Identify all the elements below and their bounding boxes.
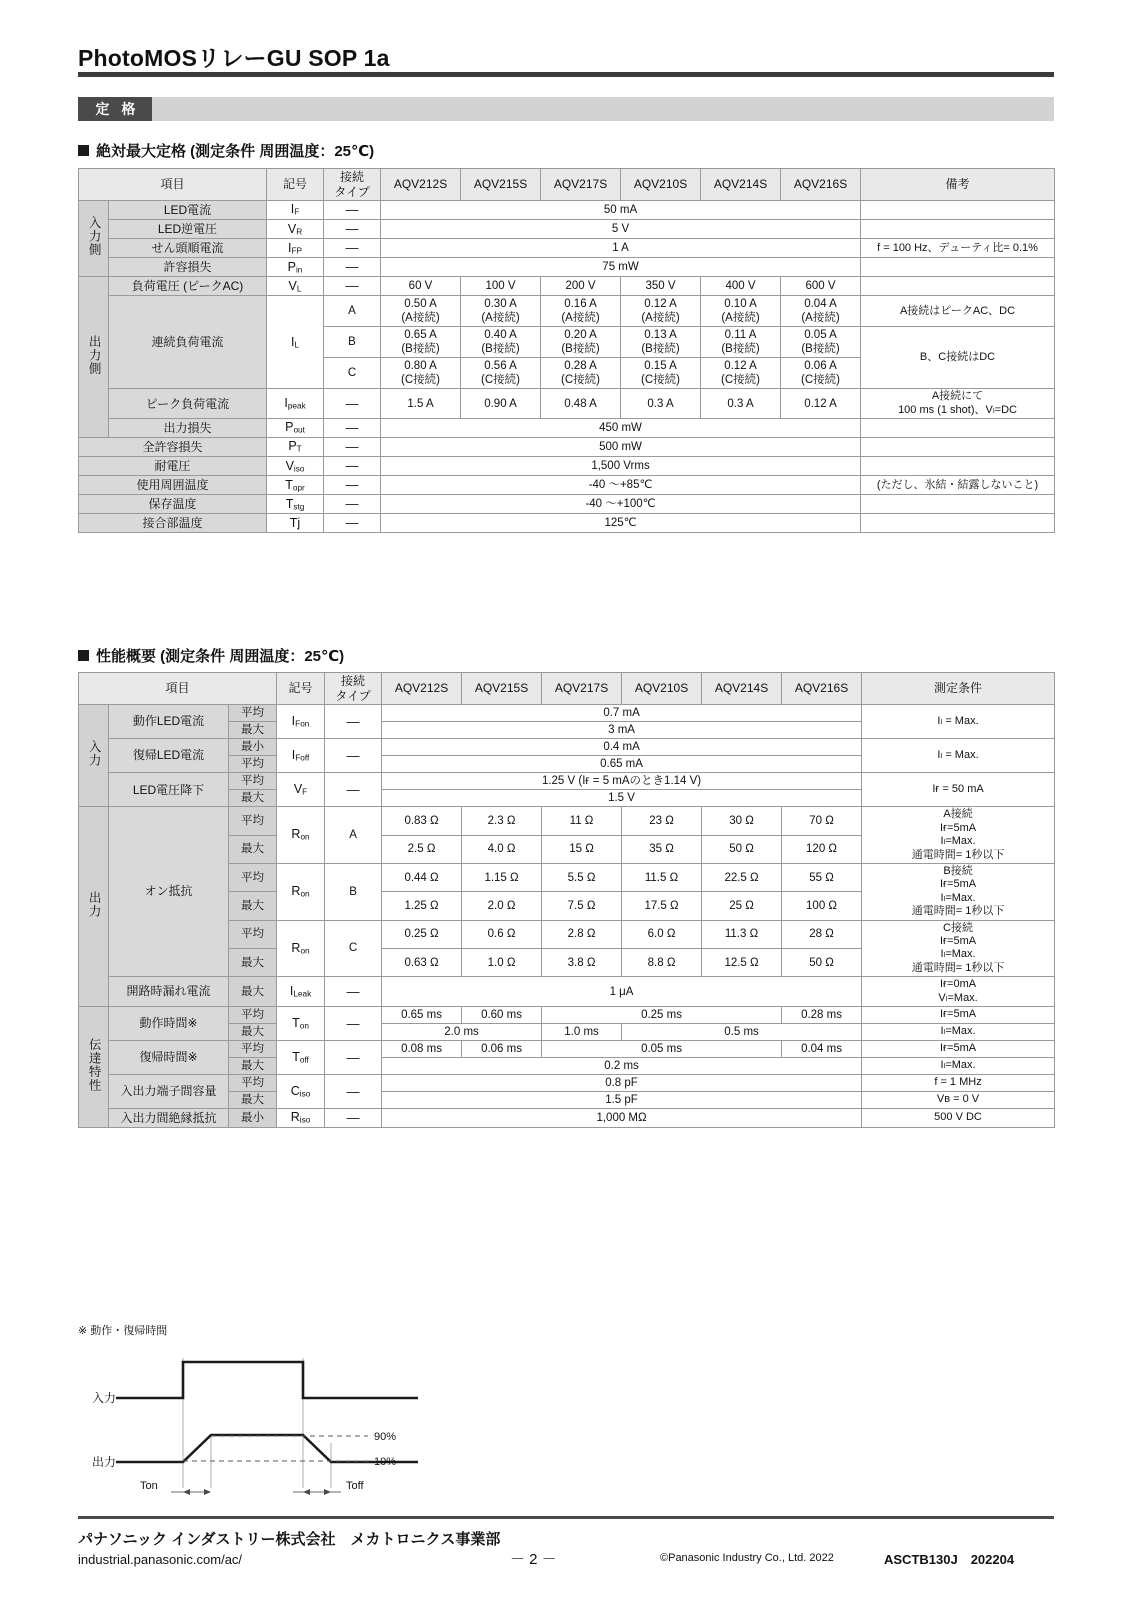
row-value: 15 Ω bbox=[542, 835, 622, 863]
row-item-label: 負荷電圧 (ピークAC) bbox=[109, 277, 267, 296]
row-symbol: $V_L$ bbox=[267, 277, 324, 296]
page-title: PhotoMOSリレーGU SOP 1a bbox=[78, 45, 390, 71]
table2-heading-text: 性能概要 (測定条件 周囲温度：25℃) bbox=[96, 648, 345, 665]
figure-toff-label: Toff bbox=[346, 1480, 364, 1492]
row-condition: Iғ=0mA Vₗ=Max. bbox=[862, 977, 1055, 1007]
row-connection-type: B bbox=[324, 327, 381, 358]
col-conditions: 測定条件 bbox=[862, 673, 1055, 705]
row-symbol: $T_{stg}$ bbox=[267, 495, 324, 514]
group-label-text: 入力側 bbox=[87, 216, 102, 257]
row-value: 120 Ω bbox=[782, 835, 862, 863]
row-item-label: オン抵抗 bbox=[109, 807, 229, 977]
row-remark bbox=[861, 419, 1055, 438]
row-item-label: 動作時間※ bbox=[109, 1007, 229, 1041]
row-stat-label: 最大 bbox=[229, 892, 277, 920]
row-value: 22.5 Ω bbox=[702, 863, 782, 891]
row-value-span: 1,500 Vrms bbox=[381, 457, 861, 476]
row-symbol: $I_{Fon}$ bbox=[277, 705, 325, 739]
row-connection: — bbox=[324, 258, 381, 277]
row-value: 1.5 A bbox=[381, 389, 461, 419]
row-value: 0.13 A (B接続) bbox=[621, 327, 701, 358]
col-connection-type: 接続 タイプ bbox=[324, 169, 381, 201]
row-connection: — bbox=[324, 457, 381, 476]
row-remark bbox=[861, 258, 1055, 277]
figure-note: ※ 動作・復帰時間 bbox=[78, 1325, 168, 1337]
row-value-span: 3 mA bbox=[382, 722, 862, 739]
table-row bbox=[79, 438, 1055, 457]
row-value: 11.3 Ω bbox=[702, 920, 782, 948]
row-connection: — bbox=[324, 239, 381, 258]
table-row bbox=[79, 476, 1055, 495]
row-item-label: 復帰LED電流 bbox=[109, 739, 229, 773]
table-row bbox=[79, 1041, 1055, 1058]
row-value: 2.0 ms bbox=[382, 1024, 542, 1041]
row-value: 0.65 ms bbox=[382, 1007, 462, 1024]
table-row bbox=[79, 514, 1055, 533]
table-row bbox=[79, 457, 1055, 476]
row-value: 5.5 Ω bbox=[542, 863, 622, 891]
row-value-span: -40 ～+100℃ bbox=[381, 495, 861, 514]
table-row bbox=[79, 1075, 1055, 1092]
row-stat-label: 平均 bbox=[229, 863, 277, 891]
table-row bbox=[79, 419, 1055, 438]
table-row bbox=[79, 807, 1055, 835]
row-symbol: $P_{out}$ bbox=[267, 419, 324, 438]
row-value: 0.15 A (C接続) bbox=[621, 358, 701, 389]
row-item-label: 出力損失 bbox=[109, 419, 267, 438]
row-value: 3.8 Ω bbox=[542, 948, 622, 976]
col-item: 項目 bbox=[79, 169, 267, 201]
row-value: 0.30 A (A接続) bbox=[461, 296, 541, 327]
row-value: 0.48 A bbox=[541, 389, 621, 419]
absolute-maximum-ratings-table bbox=[78, 168, 1055, 533]
row-connection: — bbox=[325, 1109, 382, 1128]
row-symbol: $R_{iso}$ bbox=[277, 1109, 325, 1128]
row-value: 23 Ω bbox=[622, 807, 702, 835]
footer-divider bbox=[78, 1516, 1054, 1519]
row-value-span: 1,000 MΩ bbox=[382, 1109, 862, 1128]
row-symbol: Tj bbox=[267, 514, 324, 533]
row-connection: — bbox=[324, 220, 381, 239]
row-item-label: 開路時漏れ電流 bbox=[109, 977, 229, 1007]
row-connection-type: B bbox=[325, 863, 382, 920]
row-stat-label: 最大 bbox=[229, 948, 277, 976]
row-value: 0.3 A bbox=[701, 389, 781, 419]
table-row bbox=[79, 705, 1055, 722]
row-remark: A接続にて 100 ms (1 shot)、Vₗ=DC bbox=[861, 389, 1055, 419]
row-value: 28 Ω bbox=[782, 920, 862, 948]
table1-heading-text: 絶対最大定格 (測定条件 周囲温度：25℃) bbox=[96, 143, 375, 160]
col-part-AQV216S: AQV216S bbox=[782, 673, 862, 705]
row-connection: — bbox=[325, 739, 382, 773]
row-item-label: LED電圧降下 bbox=[109, 773, 229, 807]
row-remark bbox=[861, 438, 1055, 457]
row-value-span: 1.5 pF bbox=[382, 1092, 862, 1109]
row-symbol: $T_{on}$ bbox=[277, 1007, 325, 1041]
row-value: 60 V bbox=[381, 277, 461, 296]
row-value: 25 Ω bbox=[702, 892, 782, 920]
row-value-span: 0.4 mA bbox=[382, 739, 862, 756]
row-symbol: $V_F$ bbox=[277, 773, 325, 807]
row-stat-label: 最大 bbox=[229, 1024, 277, 1041]
row-connection: — bbox=[325, 1041, 382, 1075]
row-value-span: 1 μA bbox=[382, 977, 862, 1007]
row-value-span: 500 mW bbox=[381, 438, 861, 457]
row-value: 2.5 Ω bbox=[382, 835, 462, 863]
row-connection-type: C bbox=[324, 358, 381, 389]
row-item-label: 使用周囲温度 bbox=[79, 476, 267, 495]
figure-output-label: 出力 bbox=[92, 1455, 117, 1469]
row-remark bbox=[861, 201, 1055, 220]
table-row bbox=[79, 258, 1055, 277]
row-stat-label: 平均 bbox=[229, 807, 277, 835]
row-item-label: 耐電圧 bbox=[79, 457, 267, 476]
title-divider bbox=[78, 72, 1054, 77]
footer-company: パナソニック インダストリー株式会社 メカトロニクス事業部 bbox=[78, 1531, 501, 1548]
group-label-output bbox=[79, 807, 109, 1007]
row-value: 7.5 Ω bbox=[542, 892, 622, 920]
row-value: 70 Ω bbox=[782, 807, 862, 835]
group-label-output bbox=[79, 277, 109, 438]
row-stat-label: 最大 bbox=[229, 977, 277, 1007]
col-part-AQV210S: AQV210S bbox=[621, 169, 701, 201]
table-header-row bbox=[79, 169, 1055, 201]
group-label-text: 入力 bbox=[87, 740, 102, 768]
row-value: 17.5 Ω bbox=[622, 892, 702, 920]
row-remark bbox=[861, 514, 1055, 533]
table-row bbox=[79, 389, 1055, 419]
row-stat-label: 最大 bbox=[229, 790, 277, 807]
row-value: 0.08 ms bbox=[382, 1041, 462, 1058]
row-stat-label: 平均 bbox=[229, 1075, 277, 1092]
row-value: 0.50 A (A接続) bbox=[381, 296, 461, 327]
col-part-AQV215S: AQV215S bbox=[462, 673, 542, 705]
row-value-span: 5 V bbox=[381, 220, 861, 239]
row-value-span: 0.7 mA bbox=[382, 705, 862, 722]
row-value: 11.5 Ω bbox=[622, 863, 702, 891]
figure-input-label: 入力 bbox=[92, 1391, 117, 1405]
row-value: 0.04 A (A接続) bbox=[781, 296, 861, 327]
row-value: 0.12 A bbox=[781, 389, 861, 419]
row-condition: Iғ = 50 mA bbox=[862, 773, 1055, 807]
row-value: 0.80 A (C接続) bbox=[381, 358, 461, 389]
row-value: 0.40 A (B接続) bbox=[461, 327, 541, 358]
table-header-row bbox=[79, 673, 1055, 705]
row-remark: f = 100 Hz、デューティ比= 0.1% bbox=[861, 239, 1055, 258]
row-value: 55 Ω bbox=[782, 863, 862, 891]
row-value: 0.44 Ω bbox=[382, 863, 462, 891]
col-symbol: 記号 bbox=[277, 673, 325, 705]
row-symbol: $P_{in}$ bbox=[267, 258, 324, 277]
row-value: 0.20 A (B接続) bbox=[541, 327, 621, 358]
row-symbol: $I_{Leak}$ bbox=[277, 977, 325, 1007]
row-value: 0.60 ms bbox=[462, 1007, 542, 1024]
row-value-span: 1 A bbox=[381, 239, 861, 258]
row-connection: — bbox=[324, 438, 381, 457]
row-symbol: $R_{on}$ bbox=[277, 807, 325, 864]
col-part-AQV212S: AQV212S bbox=[381, 169, 461, 201]
row-value: 2.8 Ω bbox=[542, 920, 622, 948]
row-stat-label: 平均 bbox=[229, 756, 277, 773]
row-stat-label: 最大 bbox=[229, 1058, 277, 1075]
row-value: 1.25 Ω bbox=[382, 892, 462, 920]
row-item-label: 復帰時間※ bbox=[109, 1041, 229, 1075]
group-label-text: 出力 bbox=[87, 891, 102, 919]
col-part-AQV214S: AQV214S bbox=[701, 169, 781, 201]
row-remark bbox=[861, 277, 1055, 296]
row-value: 0.12 A (A接続) bbox=[621, 296, 701, 327]
row-value-span: -40 ～+85℃ bbox=[381, 476, 861, 495]
row-value: 12.5 Ω bbox=[702, 948, 782, 976]
row-value: 1.0 Ω bbox=[462, 948, 542, 976]
col-part-AQV217S: AQV217S bbox=[542, 673, 622, 705]
row-value: 30 Ω bbox=[702, 807, 782, 835]
row-connection: — bbox=[324, 495, 381, 514]
row-item-label: 接合部温度 bbox=[79, 514, 267, 533]
row-item-label: 許容損失 bbox=[109, 258, 267, 277]
section-band-label: 定 格 bbox=[78, 97, 152, 121]
row-value-span: 0.8 pF bbox=[382, 1075, 862, 1092]
row-stat-label: 最大 bbox=[229, 1092, 277, 1109]
row-symbol: $I_F$ bbox=[267, 201, 324, 220]
row-remark: B、C接続はDC bbox=[861, 327, 1055, 389]
footer-copyright: ©Panasonic Industry Co., Ltd. 2022 bbox=[660, 1552, 834, 1564]
row-remark: A接続はピークAC、DC bbox=[861, 296, 1055, 327]
row-value: 0.56 A (C接続) bbox=[461, 358, 541, 389]
row-value: 0.25 Ω bbox=[382, 920, 462, 948]
row-value: 0.63 Ω bbox=[382, 948, 462, 976]
col-part-AQV217S: AQV217S bbox=[541, 169, 621, 201]
row-value: 0.28 ms bbox=[782, 1007, 862, 1024]
row-value: 200 V bbox=[541, 277, 621, 296]
row-value: 0.90 A bbox=[461, 389, 541, 419]
table-row bbox=[79, 201, 1055, 220]
row-item-label: せん頭順電流 bbox=[109, 239, 267, 258]
row-condition: Iₗ=Max. bbox=[862, 1024, 1055, 1041]
row-stat-label: 平均 bbox=[229, 773, 277, 790]
row-value: 11 Ω bbox=[542, 807, 622, 835]
row-condition: Vв = 0 V bbox=[862, 1092, 1055, 1109]
table-row bbox=[79, 296, 1055, 327]
row-symbol: $I_{peak}$ bbox=[267, 389, 324, 419]
row-symbol: $V_R$ bbox=[267, 220, 324, 239]
row-value: 0.12 A (C接続) bbox=[701, 358, 781, 389]
bullet-square-icon bbox=[78, 145, 89, 156]
col-item: 項目 bbox=[79, 673, 277, 705]
row-connection-type: A bbox=[325, 807, 382, 864]
table-row bbox=[79, 1007, 1055, 1024]
table-row bbox=[79, 1109, 1055, 1128]
row-item-label: LED電流 bbox=[109, 201, 267, 220]
row-connection: — bbox=[324, 389, 381, 419]
row-symbol: $P_T$ bbox=[267, 438, 324, 457]
figure-90-label: 90% bbox=[374, 1431, 397, 1443]
table1-heading bbox=[78, 140, 374, 161]
row-connection: — bbox=[325, 705, 382, 739]
row-item-label: LED逆電圧 bbox=[109, 220, 267, 239]
col-connection-type: 接続 タイプ bbox=[325, 673, 382, 705]
group-label-text: 出力側 bbox=[87, 334, 102, 376]
row-symbol: $T_{off}$ bbox=[277, 1041, 325, 1075]
row-connection: — bbox=[324, 514, 381, 533]
row-stat-label: 最小 bbox=[229, 739, 277, 756]
row-remark bbox=[861, 457, 1055, 476]
row-value: 35 Ω bbox=[622, 835, 702, 863]
row-condition: Iₗ=Max. bbox=[862, 1058, 1055, 1075]
row-value: 50 Ω bbox=[782, 948, 862, 976]
row-stat-label: 最大 bbox=[229, 835, 277, 863]
row-connection: — bbox=[325, 977, 382, 1007]
row-value: 100 Ω bbox=[782, 892, 862, 920]
row-value: 0.16 A (A接続) bbox=[541, 296, 621, 327]
row-connection: — bbox=[325, 773, 382, 807]
row-symbol: $I_{Foff}$ bbox=[277, 739, 325, 773]
footer-doc-code: ASCTB130J 202204 bbox=[884, 1552, 1015, 1567]
row-item-label: 連続負荷電流 bbox=[109, 296, 267, 389]
row-value: 1.15 Ω bbox=[462, 863, 542, 891]
row-stat-label: 平均 bbox=[229, 1041, 277, 1058]
group-label-transfer bbox=[79, 1007, 109, 1128]
row-symbol: $T_{opr}$ bbox=[267, 476, 324, 495]
figure-10-label: 10% bbox=[374, 1456, 397, 1468]
row-item-label: 全許容損失 bbox=[79, 438, 267, 457]
row-value: 0.10 A (A接続) bbox=[701, 296, 781, 327]
row-value: 0.06 A (C接続) bbox=[781, 358, 861, 389]
row-value: 6.0 Ω bbox=[622, 920, 702, 948]
col-part-AQV216S: AQV216S bbox=[781, 169, 861, 201]
row-value: 8.8 Ω bbox=[622, 948, 702, 976]
row-connection: — bbox=[325, 1007, 382, 1041]
row-value: 0.25 ms bbox=[542, 1007, 782, 1024]
row-symbol: $I_{FP}$ bbox=[267, 239, 324, 258]
timing-diagram-svg bbox=[78, 1340, 498, 1500]
row-remark bbox=[861, 495, 1055, 514]
row-value-span: 1.25 V (Iғ = 5 mAのとき1.14 V) bbox=[382, 773, 862, 790]
row-symbol: $R_{on}$ bbox=[277, 920, 325, 977]
col-part-AQV214S: AQV214S bbox=[702, 673, 782, 705]
row-value: 0.65 A (B接続) bbox=[381, 327, 461, 358]
row-connection: — bbox=[324, 277, 381, 296]
row-value-span: 0.65 mA bbox=[382, 756, 862, 773]
table-row bbox=[79, 977, 1055, 1007]
row-connection: — bbox=[324, 476, 381, 495]
footer-page-number: － 2 － bbox=[510, 1551, 557, 1568]
row-connection-type: A bbox=[324, 296, 381, 327]
row-value-span: 1.5 V bbox=[382, 790, 862, 807]
row-stat-label: 平均 bbox=[229, 705, 277, 722]
row-item-label: 保存温度 bbox=[79, 495, 267, 514]
row-item-label: 入出力間絶縁抵抗 bbox=[109, 1109, 229, 1128]
footer-url[interactable]: industrial.panasonic.com/ac/ bbox=[78, 1552, 243, 1567]
row-value-span: 50 mA bbox=[381, 201, 861, 220]
row-stat-label: 最小 bbox=[229, 1109, 277, 1128]
row-value-span: 450 mW bbox=[381, 419, 861, 438]
table2-heading bbox=[78, 645, 344, 666]
table-row bbox=[79, 739, 1055, 756]
row-item-label: ピーク負荷電流 bbox=[109, 389, 267, 419]
col-part-AQV212S: AQV212S bbox=[382, 673, 462, 705]
row-value: 0.5 ms bbox=[622, 1024, 862, 1041]
col-part-AQV210S: AQV210S bbox=[622, 673, 702, 705]
row-symbol: $I_L$ bbox=[267, 296, 324, 389]
performance-overview-table bbox=[78, 672, 1055, 1128]
row-stat-label: 平均 bbox=[229, 920, 277, 948]
table-row bbox=[79, 495, 1055, 514]
row-value: 2.0 Ω bbox=[462, 892, 542, 920]
row-value: 1.0 ms bbox=[542, 1024, 622, 1041]
row-condition: B接続 Iғ=5mA Iₗ=Max. 通電時間= 1秒以下 bbox=[862, 863, 1055, 920]
row-value: 0.28 A (C接続) bbox=[541, 358, 621, 389]
row-remark: (ただし、氷結・結露しないこと) bbox=[861, 476, 1055, 495]
section-band bbox=[78, 97, 1054, 121]
table-row bbox=[79, 239, 1055, 258]
table-row bbox=[79, 773, 1055, 790]
table-row bbox=[79, 220, 1055, 239]
row-condition: Iₗ = Max. bbox=[862, 739, 1055, 773]
col-remarks: 備考 bbox=[861, 169, 1055, 201]
row-symbol: $R_{on}$ bbox=[277, 863, 325, 920]
row-stat-label: 最大 bbox=[229, 722, 277, 739]
timing-diagram bbox=[78, 1340, 498, 1500]
table-row bbox=[79, 277, 1055, 296]
row-item-label: 動作LED電流 bbox=[109, 705, 229, 739]
group-label-input bbox=[79, 705, 109, 807]
row-value: 600 V bbox=[781, 277, 861, 296]
row-value: 0.3 A bbox=[621, 389, 701, 419]
row-connection: — bbox=[324, 201, 381, 220]
row-condition: A接続 Iғ=5mA Iₗ=Max. 通電時間= 1秒以下 bbox=[862, 807, 1055, 864]
row-connection: — bbox=[324, 419, 381, 438]
row-value: 0.06 ms bbox=[462, 1041, 542, 1058]
row-stat-label: 平均 bbox=[229, 1007, 277, 1024]
row-condition: Iғ=5mA bbox=[862, 1007, 1055, 1024]
row-value: 100 V bbox=[461, 277, 541, 296]
row-symbol: $V_{iso}$ bbox=[267, 457, 324, 476]
row-value: 4.0 Ω bbox=[462, 835, 542, 863]
row-value: 400 V bbox=[701, 277, 781, 296]
row-condition: 500 V DC bbox=[862, 1109, 1055, 1128]
row-value-span: 75 mW bbox=[381, 258, 861, 277]
row-condition: C接続 Iғ=5mA Iₗ=Max. 通電時間= 1秒以下 bbox=[862, 920, 1055, 977]
group-label-input bbox=[79, 201, 109, 277]
row-value: 0.04 ms bbox=[782, 1041, 862, 1058]
row-value: 0.6 Ω bbox=[462, 920, 542, 948]
row-condition: f = 1 MHz bbox=[862, 1075, 1055, 1092]
row-symbol: $C_{iso}$ bbox=[277, 1075, 325, 1109]
row-value: 0.2 ms bbox=[382, 1058, 862, 1075]
figure-ton-label: Ton bbox=[140, 1480, 158, 1492]
row-value: 2.3 Ω bbox=[462, 807, 542, 835]
row-condition: Iғ=5mA bbox=[862, 1041, 1055, 1058]
row-value-span: 125℃ bbox=[381, 514, 861, 533]
row-value: 0.05 A (B接続) bbox=[781, 327, 861, 358]
row-value: 350 V bbox=[621, 277, 701, 296]
row-value: 0.11 A (B接続) bbox=[701, 327, 781, 358]
row-value: 0.83 Ω bbox=[382, 807, 462, 835]
row-connection-type: C bbox=[325, 920, 382, 977]
row-value: 50 Ω bbox=[702, 835, 782, 863]
group-label-text: 伝達特性 bbox=[87, 1037, 102, 1092]
row-value: 0.05 ms bbox=[542, 1041, 782, 1058]
row-item-label: 入出力端子間容量 bbox=[109, 1075, 229, 1109]
row-connection: — bbox=[325, 1075, 382, 1109]
col-symbol: 記号 bbox=[267, 169, 324, 201]
col-part-AQV215S: AQV215S bbox=[461, 169, 541, 201]
bullet-square-icon bbox=[78, 650, 89, 661]
row-remark bbox=[861, 220, 1055, 239]
row-condition: Iₗ = Max. bbox=[862, 705, 1055, 739]
